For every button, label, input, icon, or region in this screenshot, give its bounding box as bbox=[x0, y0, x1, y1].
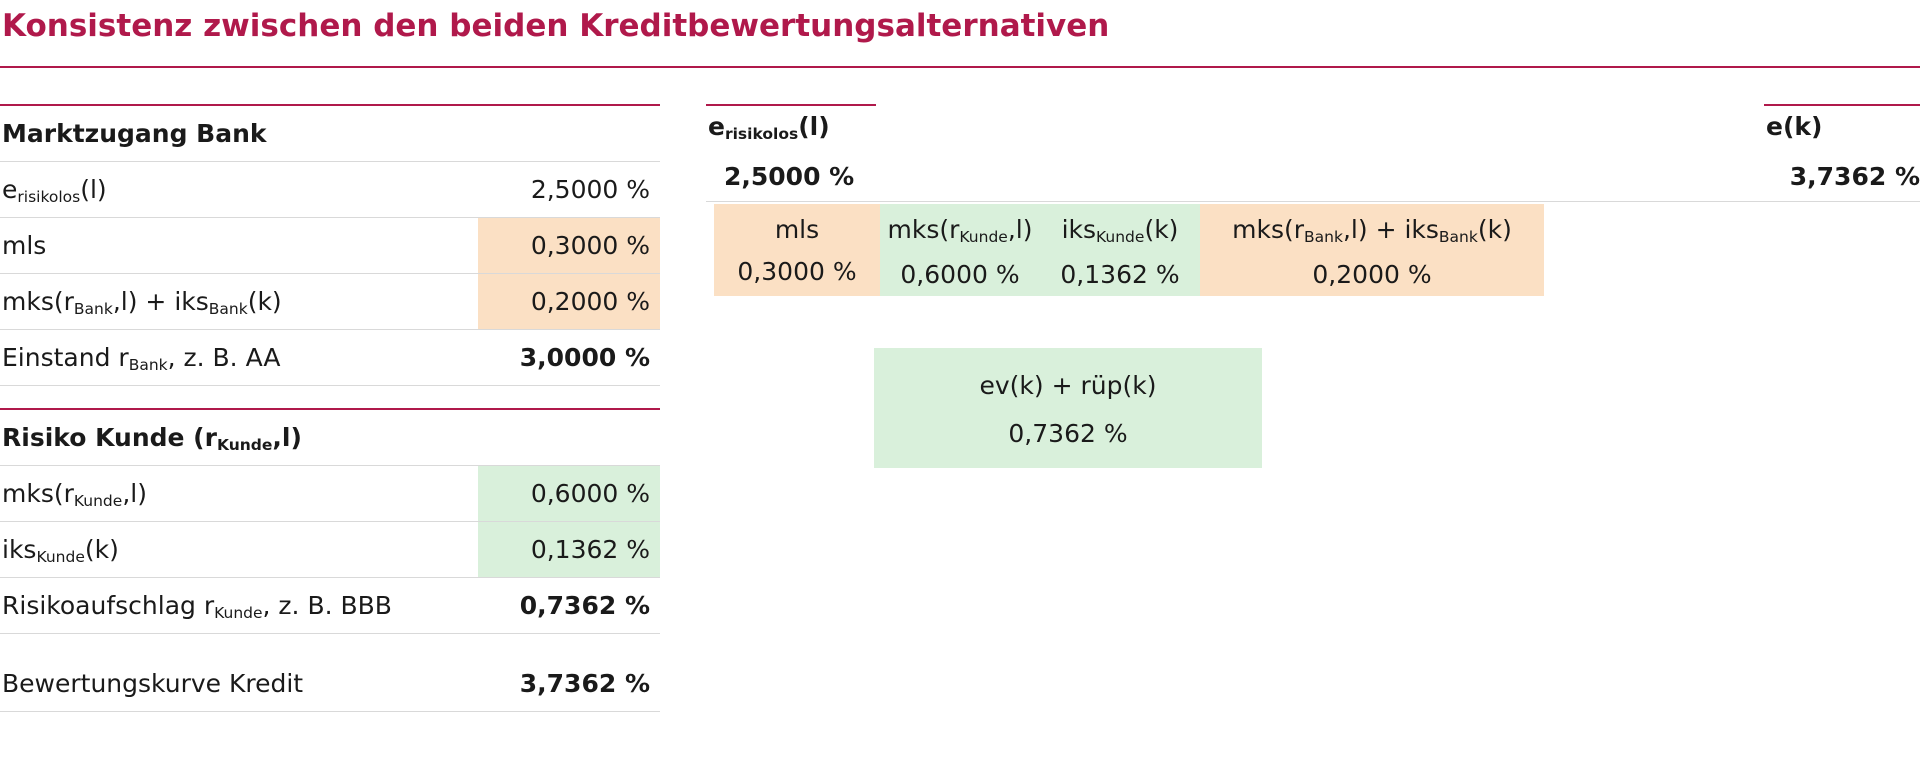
component-value: 0,2000 % bbox=[1312, 260, 1432, 289]
diagram-baseline-rule bbox=[706, 201, 1920, 202]
row-value: 0,3000 % bbox=[478, 218, 660, 273]
table-row bbox=[0, 466, 660, 521]
component-value: 0,3000 % bbox=[737, 257, 857, 286]
row-value: 0,2000 % bbox=[478, 274, 660, 329]
component-value: 0,1362 % bbox=[1060, 260, 1180, 289]
sum-box-label: ev(k) + rüp(k) bbox=[979, 371, 1157, 400]
table-row-total bbox=[0, 330, 660, 385]
section2-header-row bbox=[0, 410, 660, 465]
diagram-start-label: $e_{risikolos}(l)$ bbox=[708, 112, 830, 144]
diagram-start-value: 2,5000 % bbox=[724, 162, 855, 191]
table-row bbox=[0, 274, 660, 329]
section-spacer bbox=[0, 634, 660, 656]
left-breakdown-table bbox=[0, 104, 660, 712]
title-divider bbox=[0, 66, 1920, 68]
section2-header-value bbox=[478, 410, 660, 465]
section1-header-label: Marktzugang Bank bbox=[2, 119, 267, 148]
row-label: $mks(r_{Bank},l) + iks_{Bank}(k)$ bbox=[2, 287, 282, 319]
component-box bbox=[880, 204, 1040, 296]
row-value: 3,0000 % bbox=[519, 343, 650, 372]
row-label: $e_{risikolos}(l)$ bbox=[2, 175, 107, 207]
component-box bbox=[1200, 204, 1544, 296]
section1-header-value bbox=[478, 106, 660, 161]
grand-total-label: Bewertungskurve Kredit bbox=[2, 669, 304, 698]
component-label: $mks(r_{Bank},l) + iks_{Bank}(k)$ bbox=[1232, 215, 1512, 247]
row-label: Einstand $r_{Bank}$, z. B. AA bbox=[2, 343, 281, 375]
row-divider bbox=[0, 711, 660, 712]
section1-header-row bbox=[0, 106, 660, 161]
sum-box bbox=[874, 348, 1262, 468]
sum-box-value: 0,7362 % bbox=[1008, 419, 1128, 448]
component-box-row bbox=[714, 204, 1544, 296]
component-label: $mks(r_{Kunde},l)$ bbox=[887, 215, 1033, 247]
table-row bbox=[0, 522, 660, 577]
table-row bbox=[0, 218, 660, 273]
diagram-end-value: 3,7362 % bbox=[1789, 162, 1920, 191]
grand-total-value: 3,7362 % bbox=[519, 669, 650, 698]
table-row bbox=[0, 162, 660, 217]
page-title: Konsistenz zwischen den beiden Kreditbewertungsalternativen bbox=[2, 8, 1110, 44]
component-value: 0,6000 % bbox=[900, 260, 1020, 289]
row-label: iks$_{Kunde}$(k) bbox=[2, 535, 119, 567]
row-value: 2,5000 % bbox=[530, 175, 650, 204]
diagram-left-rule bbox=[706, 104, 876, 106]
row-value: 0,6000 % bbox=[478, 466, 660, 521]
component-label: iks$_{Kunde}$(k) bbox=[1061, 215, 1179, 247]
diagram-right-rule bbox=[1764, 104, 1920, 106]
component-label: mls bbox=[774, 215, 820, 244]
table-row-total bbox=[0, 578, 660, 633]
row-label: mls bbox=[2, 231, 47, 260]
row-label: Risikoaufschlag $r_{Kunde}$, z. B. BBB bbox=[2, 591, 392, 623]
right-waterfall-diagram bbox=[706, 104, 1920, 524]
section-spacer bbox=[0, 386, 660, 408]
section2-header-label: Risiko Kunde $(r_{Kunde},l)$ bbox=[2, 423, 302, 455]
component-box bbox=[1040, 204, 1200, 296]
row-value: 0,7362 % bbox=[519, 591, 650, 620]
row-label: $mks(r_{Kunde},l)$ bbox=[2, 479, 147, 511]
row-value: 0,1362 % bbox=[478, 522, 660, 577]
component-box bbox=[714, 204, 880, 296]
diagram-end-label: e(k) bbox=[1766, 112, 1823, 141]
grand-total-row bbox=[0, 656, 660, 711]
